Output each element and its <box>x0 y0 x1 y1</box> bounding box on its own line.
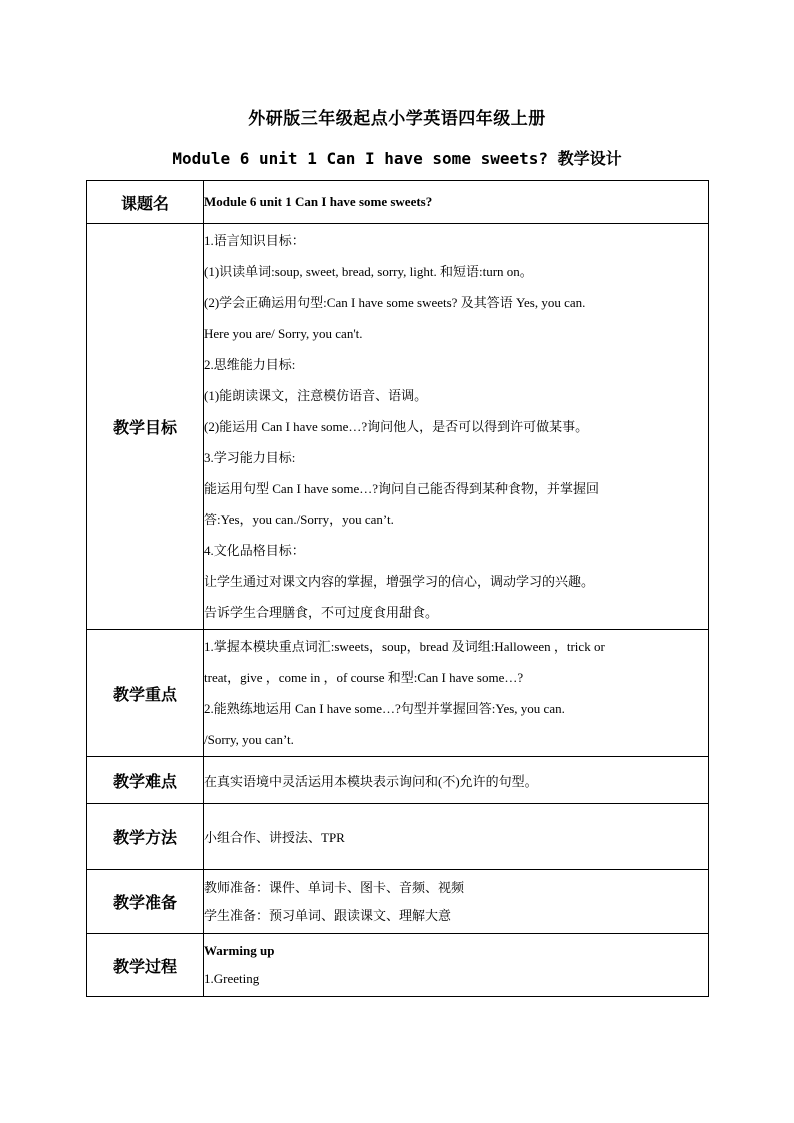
objective-line: 能运用句型 Can I have some…?询问自己能否得到某种食物，并掌握回 <box>204 481 600 496</box>
label-methods: 教学方法 <box>87 804 204 870</box>
objective-line: 答:Yes，you can./Sorry，you can’t. <box>204 512 394 527</box>
key-point-line: treat，give ，come in ，of course 和型:Can I have some…? <box>204 670 524 685</box>
document-title: 外研版三年级起点小学英语四年级上册 <box>248 109 546 128</box>
objective-line: 3.学习能力目标: <box>204 450 296 465</box>
row-objectives <box>87 224 709 630</box>
label-preparation: 教学准备 <box>87 870 204 934</box>
objective-line: 1.语言知识目标： <box>204 233 305 248</box>
value-methods: 小组合作、讲授法、TPR <box>204 804 709 870</box>
label-objectives: 教学目标 <box>87 224 204 630</box>
label-process: 教学过程 <box>87 934 204 997</box>
objective-line: (1)能朗读课文，注意模仿语音、语调。 <box>204 388 428 403</box>
objective-line: (2)能运用 Can I have some…?询问他人，是否可以得到许可做某事。 <box>204 419 589 434</box>
objective-line: (2)学会正确运用句型:Can I have some sweets? 及其答语 Yes, you can. <box>204 295 586 310</box>
lesson-plan-table <box>86 180 709 997</box>
label-difficult-points: 教学难点 <box>87 757 204 804</box>
objective-line: (1)识读单词:soup, sweet, bread, sorry, light. 和短语:turn on。 <box>204 264 533 279</box>
row-difficult-points <box>87 757 709 804</box>
objective-line: 2.思维能力目标: <box>204 357 296 372</box>
value-difficult-points: 在真实语境中灵活运用本模块表示询问和(不)允许的句型。 <box>204 757 709 804</box>
objective-line: 告诉学生合理膳食，不可过度食用甜食。 <box>204 605 439 620</box>
process-heading: Warming up <box>204 943 275 958</box>
row-process <box>87 934 709 997</box>
value-preparation <box>204 870 709 934</box>
label-topic: 课题名 <box>87 181 204 224</box>
value-topic: Module 6 unit 1 Can I have some sweets? <box>204 181 709 224</box>
row-preparation <box>87 870 709 934</box>
document-subtitle: Module 6 unit 1 Can I have some sweets? 教学设计 <box>172 149 622 168</box>
process-line: 1.Greeting <box>204 971 260 986</box>
key-point-line: 2.能熟练地运用 Can I have some…?句型并掌握回答:Yes, you can. <box>204 701 565 716</box>
objective-line: 4.文化品格目标： <box>204 543 305 558</box>
objective-line: Here you are/ Sorry, you can't. <box>204 326 363 341</box>
row-methods <box>87 804 709 870</box>
row-topic <box>87 181 709 224</box>
value-process <box>204 934 709 997</box>
value-key-points <box>204 630 709 757</box>
key-point-line: /Sorry, you can’t. <box>204 732 294 747</box>
label-key-points: 教学重点 <box>87 630 204 757</box>
key-point-line: 1.掌握本模块重点词汇:sweets，soup，bread 及词组:Halloween ，trick or <box>204 639 605 654</box>
preparation-line: 学生准备：预习单词、跟读课文、理解大意 <box>204 907 452 923</box>
value-objectives <box>204 224 709 630</box>
objective-line: 让学生通过对课文内容的掌握，增强学习的信心，调动学习的兴趣。 <box>204 574 595 589</box>
preparation-line: 教师准备：课件、单词卡、图卡、音频、视频 <box>204 879 465 895</box>
row-key-points <box>87 630 709 757</box>
